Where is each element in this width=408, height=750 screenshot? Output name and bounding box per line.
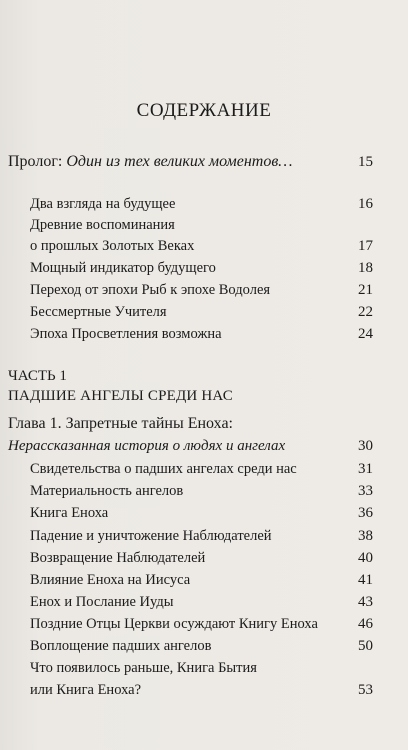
entry-text: Влияние Еноха на Иисуса — [30, 572, 191, 588]
part-title: ПАДШИЕ АНГЕЛЫ СРЕДИ НАС — [8, 388, 233, 404]
entry-page: 17 — [358, 238, 373, 254]
entry-page: 21 — [358, 282, 373, 298]
prologue-title: Один из тех великих моментов… — [66, 153, 293, 170]
entry-page: 22 — [358, 304, 373, 320]
toc-entry — [0, 526, 408, 548]
entry-page: 41 — [358, 572, 373, 588]
toc-entry — [0, 503, 408, 525]
entry-text: Что появилось раньше, Книга Бытия — [30, 660, 257, 676]
prologue-page: 15 — [358, 154, 373, 170]
toc-chapter-subtitle — [0, 436, 408, 458]
prologue-heading — [8, 152, 293, 172]
entry-page: 53 — [358, 682, 373, 698]
toc-entry — [0, 570, 408, 592]
entry-text: Бессмертные Учителя — [30, 304, 167, 320]
toc-entry — [0, 636, 408, 658]
entry-text: Воплощение падших ангелов — [30, 638, 212, 654]
toc-entry — [0, 548, 408, 570]
prologue-label: Пролог: — [8, 153, 63, 170]
entry-page: 40 — [358, 550, 373, 566]
toc-entry — [0, 258, 408, 280]
toc-entry — [0, 592, 408, 614]
entry-page: 36 — [358, 505, 373, 521]
toc-entry — [0, 194, 408, 216]
entry-text: Два взгляда на будущее — [30, 196, 176, 212]
entry-text: Эпоха Просветления возможна — [30, 326, 222, 342]
toc-chapter — [0, 414, 408, 436]
entry-text: Падение и уничтожение Наблюдателей — [30, 528, 272, 544]
entry-text: Книга Еноха — [30, 505, 109, 521]
chapter-page: 30 — [358, 438, 373, 454]
entry-page: 24 — [358, 326, 373, 342]
toc-entry — [0, 236, 408, 258]
entry-page: 16 — [358, 196, 373, 212]
entry-text: Енох и Послание Иуды — [30, 594, 174, 610]
entry-page: 18 — [358, 260, 373, 276]
toc-part-label-row — [0, 366, 408, 388]
entry-text: Материальность ангелов — [30, 483, 184, 499]
toc-entry — [0, 324, 408, 346]
entry-page: 38 — [358, 528, 373, 544]
entry-text: Свидетельства о падших ангелах среди нас — [30, 461, 297, 477]
entry-page: 46 — [358, 616, 373, 632]
chapter-subtitle: Нерассказанная история о людях и ангелах — [8, 438, 286, 454]
toc-entry — [0, 459, 408, 481]
entry-page: 50 — [358, 638, 373, 654]
entry-text: о прошлых Золотых Веках — [30, 238, 195, 254]
toc-entry — [0, 481, 408, 503]
entry-text: или Книга Еноха? — [30, 682, 142, 698]
toc-entry — [0, 614, 408, 636]
entry-text: Переход от эпохи Рыб к эпохе Водолея — [30, 282, 271, 298]
page-title: СОДЕРЖАНИЕ — [136, 100, 272, 121]
toc-entry — [0, 215, 408, 237]
entry-page: 33 — [358, 483, 373, 499]
toc-prologue — [0, 152, 408, 174]
entry-text: Мощный индикатор будущего — [30, 260, 216, 276]
toc-entry — [0, 280, 408, 302]
entry-text: Возвращение Наблюдателей — [30, 550, 206, 566]
chapter-title: Глава 1. Запретные тайны Еноха: — [8, 415, 233, 432]
toc-part-title-row — [0, 386, 408, 408]
part-label: ЧАСТЬ 1 — [8, 368, 67, 384]
entry-page: 43 — [358, 594, 373, 610]
entry-text: Древние воспоминания — [30, 217, 175, 233]
entry-text: Поздние Отцы Церкви осуждают Книгу Еноха — [30, 616, 318, 632]
toc-entry — [0, 680, 408, 702]
toc-entry — [0, 302, 408, 324]
entry-page: 31 — [358, 461, 373, 477]
toc-entry — [0, 658, 408, 680]
